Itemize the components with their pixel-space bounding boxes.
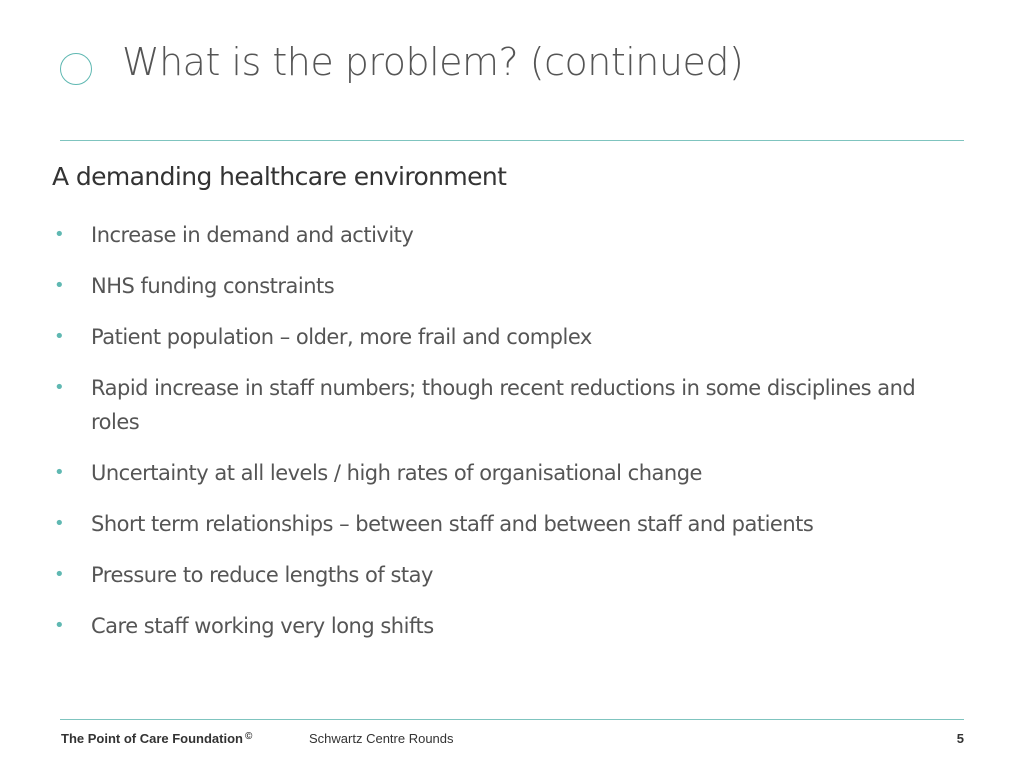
bullet-dot-icon: • <box>54 377 65 398</box>
bullet-dot-icon: • <box>54 224 65 245</box>
bullet-item <box>52 558 952 592</box>
bullet-text: Increase in demand and activity <box>91 223 414 247</box>
bullet-item <box>52 218 952 252</box>
bullet-item <box>52 269 952 303</box>
bullet-text: Uncertainty at all levels / high rates of organisational change <box>91 461 702 485</box>
bullet-dot-icon: • <box>54 615 65 636</box>
footer-divider <box>60 719 964 720</box>
bullet-text: Patient population – older, more frail and complex <box>91 325 592 349</box>
bullet-text: Short term relationships – between staff and between staff and patients <box>91 512 814 536</box>
bullet-item <box>52 507 952 541</box>
slide-subtitle: A demanding healthcare environment <box>52 162 507 191</box>
bullet-dot-icon: • <box>54 564 65 585</box>
bullet-text: Care staff working very long shifts <box>91 614 434 638</box>
bullet-dot-icon: • <box>54 462 65 483</box>
bullet-item <box>52 609 952 643</box>
footer-program: Schwartz Centre Rounds <box>309 731 454 746</box>
bullet-list <box>52 218 952 660</box>
title-divider <box>60 140 964 141</box>
slide-title: What is the problem? (continued) <box>122 40 744 84</box>
bullet-item <box>52 320 952 354</box>
bullet-dot-icon: • <box>54 275 65 296</box>
bullet-text: Rapid increase in staff numbers; though recent reductions in some disciplines and roles <box>91 376 916 434</box>
footer-organization <box>61 731 252 746</box>
bullet-dot-icon: • <box>54 326 65 347</box>
page-number: 5 <box>956 731 964 746</box>
bullet-text: NHS funding constraints <box>91 274 335 298</box>
copyright-mark: © <box>245 731 253 742</box>
bullet-item <box>52 371 952 439</box>
bullet-item <box>52 456 952 490</box>
bullet-dot-icon: • <box>54 513 65 534</box>
title-circle-icon <box>60 53 92 85</box>
organization-name: The Point of Care Foundation <box>61 731 243 746</box>
bullet-text: Pressure to reduce lengths of stay <box>91 563 433 587</box>
